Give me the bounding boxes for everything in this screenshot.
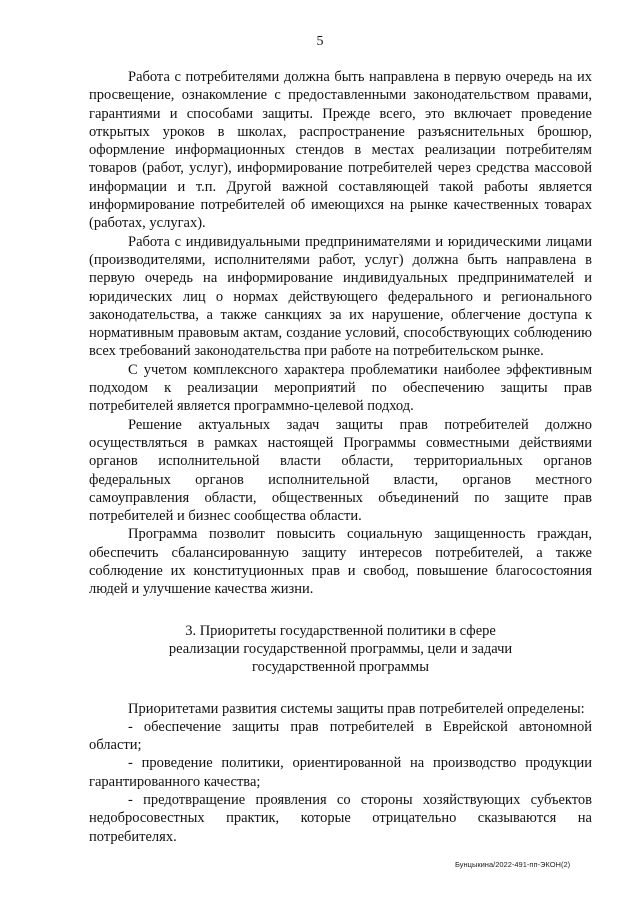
page-number: 5: [316, 34, 324, 49]
section-heading-line-3: государственной программы: [252, 659, 429, 676]
paragraph-business-work: Работа с индивидуальными предпринимателями и юридическими лицами (производителями, исполнителями работ, услуг) должна быть направлена в первую очередь на информирование индивидуальных предпринимателей и юридических лиц о нормах действующего федерального и регионального законодательства, а также санкциях за их нарушение, облегчение доступа к нормативным правовым актам, создание условий, способствующих соблюдению всех требований законодательства при работе на потребительском рынке.: [89, 233, 592, 360]
list-item-priority-1: - обеспечение защиты прав потребителей в Еврейской автономной области;: [89, 718, 592, 754]
paragraph-program-approach: С учетом комплексного характера проблематики наиболее эффективным подходом к реализации мероприятий по обеспечению защиты прав потребителей является программно-целевой подход.: [89, 361, 592, 415]
paragraph-consumer-work: Работа с потребителями должна быть направлена в первую очередь на их просвещение, ознакомление с предоставленными законодательством правами, гарантиями и способами защиты. Прежде всего, это включает проведение открытых уроков в школах, распространение разъяснительных брошюр, оформление информационных стендов в местах реализации потребителям товаров (работ, услуг), информирование потребителей через средства массовой информации и т.п. Другой важной составляющей такой работы является информирование потребителей об имеющихся на рынке качественных товарах (работах, услугах).: [89, 69, 592, 232]
paragraph-task-solution: Решение актуальных задач защиты прав потребителей должно осуществляться в рамках настоящей Программы совместными действиями органов исполнительной власти области, территориальных органов федеральных органов исполнительной власти, органов местного самоуправления области, общественных объединений по защите прав потребителей и бизнес сообщества области.: [89, 416, 592, 525]
paragraph-priorities-intro: Приоритетами развития системы защиты прав потребителей определены:: [128, 700, 585, 717]
document-body: [89, 68, 592, 846]
section-heading: [89, 622, 592, 677]
section-heading-line-1: 3. Приоритеты государственной политики в сфере: [185, 622, 496, 639]
section-heading-line-2: реализации государственной программы, цели и задачи: [168, 640, 513, 657]
list-item-priority-3: - предотвращение проявления со стороны хозяйствующих субъектов недобросовестных практик, которые отрицательно сказываются на потребителях.: [89, 791, 592, 845]
list-item-priority-2: - проведение политики, ориентированной на производство продукции гарантированного качества;: [89, 755, 592, 790]
paragraph-program-outcome: Программа позволит повысить социальную защищенность граждан, обеспечить сбалансированную защиту интересов потребителей, а также соблюдение их конституционных прав и свобод, повышение благосостояния людей и улучшение качества жизни.: [89, 526, 592, 598]
document-code-footer: Бунцыкина/2022-491-пп-ЭКОН(2): [455, 860, 571, 869]
